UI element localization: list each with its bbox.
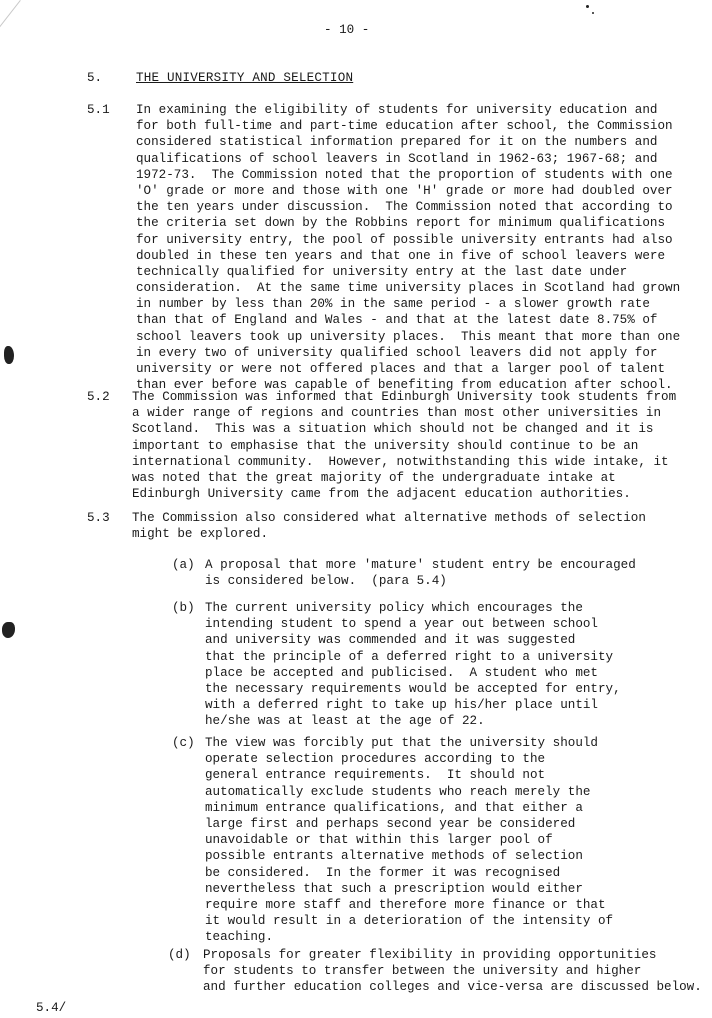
text-line: In examining the eligibility of students for university education and xyxy=(136,103,658,117)
text-line: The current university policy which encourages the xyxy=(205,601,583,615)
text-line: technically qualified for university entry at the last date under xyxy=(136,264,628,279)
paragraph-5-2 xyxy=(132,389,676,502)
text-line: place be accepted and publicised. A student who met xyxy=(205,665,598,680)
text-line: automatically exclude students who reach merely the xyxy=(205,784,591,799)
text-line: minimum entrance qualifications, and that either a xyxy=(205,800,583,815)
continuation-reference: 5.4/ xyxy=(36,1001,67,1015)
paragraph-5-3 xyxy=(132,510,646,542)
text-line: The view was forcibly put that the university should xyxy=(205,736,598,750)
text-line: doubled in these ten years and that one in five of school leavers were xyxy=(136,248,666,263)
text-line: the necessary requirements would be accepted for entry, xyxy=(205,681,621,696)
text-line: it would result in a deterioration of the intensity of xyxy=(205,914,614,929)
text-line: Scotland. This was a situation which should not be changed and it is xyxy=(132,422,654,437)
text-line: qualifications of school leavers in Scotland in 1962-63; 1967-68; and xyxy=(136,151,658,166)
text-line: the ten years under discussion. The Commission noted that according to xyxy=(136,200,673,215)
text-line: in number by less than 20% in the same period - a slower growth rate xyxy=(136,297,650,312)
text-line: large first and perhaps second year be considered xyxy=(205,816,576,831)
scan-speck xyxy=(4,346,14,364)
text-line: with a deferred right to take up his/her place until xyxy=(205,698,598,713)
list-item-c xyxy=(205,735,613,945)
page-number: - 10 - xyxy=(324,23,370,37)
text-line: consideration. At the same time university places in Scotland had grown xyxy=(136,281,681,296)
text-line: in every two of university qualified school leavers did not apply for xyxy=(136,345,658,360)
text-line: than ever before was capable of benefiting from education after school. xyxy=(136,378,673,393)
text-line: Proposals for greater flexibility in providing opportunities xyxy=(203,948,657,962)
text-line: is considered below. (para 5.4) xyxy=(205,574,447,589)
text-line: university or were not offered places and that a larger pool of talent xyxy=(136,362,666,376)
scan-speck xyxy=(592,12,594,14)
paragraph-5-1 xyxy=(136,102,680,393)
text-line: for both full-time and part-time education after school, the Commission xyxy=(136,119,673,134)
text-line: intending student to spend a year out between school xyxy=(205,617,598,632)
scan-artifact-line xyxy=(0,0,21,48)
text-line: teaching. xyxy=(205,930,274,945)
text-line: than that of England and Wales - and that at the latest date 8.75% of xyxy=(136,313,658,328)
list-item-label: (b) xyxy=(172,601,195,615)
text-line: international community. However, notwithstanding this wide intake, it xyxy=(132,454,669,469)
text-line: and university was commended and it was suggested xyxy=(205,633,576,648)
text-line: possible entrants alternative methods of selection xyxy=(205,849,583,864)
list-item-a xyxy=(205,557,636,589)
paragraph-number: 5.3 xyxy=(87,511,110,525)
text-line: for students to transfer between the university and higher xyxy=(203,964,642,979)
text-line: nevertheless that such a prescription would either xyxy=(205,881,583,896)
list-item-label: (a) xyxy=(172,558,195,572)
text-line: and further education colleges and vice-versa are discussed below. xyxy=(203,980,702,995)
paragraph-number: 5.1 xyxy=(87,103,110,117)
text-line: 'O' grade or more and those with one 'H' grade or more had doubled over xyxy=(136,183,673,198)
text-line: important to emphasise that the university should continue to be an xyxy=(132,438,639,453)
text-line: that the principle of a deferred right to a university xyxy=(205,649,614,664)
text-line: The Commission also considered what alternative methods of selection xyxy=(132,511,646,525)
text-line: considered statistical information prepared for it on the numbers and xyxy=(136,135,658,150)
scan-speck xyxy=(2,622,15,638)
section-number: 5. xyxy=(87,71,103,85)
list-item-d xyxy=(203,947,702,996)
section-title: THE UNIVERSITY AND SELECTION xyxy=(136,71,354,85)
text-line: was noted that the great majority of the undergraduate intake at xyxy=(132,470,616,485)
list-item-label: (d) xyxy=(168,948,191,962)
text-line: 1972-73. The Commission noted that the proportion of students with one xyxy=(136,167,673,182)
text-line: the criteria set down by the Robbins report for minimum qualifications xyxy=(136,216,666,231)
text-line: require more staff and therefore more finance or that xyxy=(205,897,606,912)
scan-speck xyxy=(586,5,589,8)
text-line: might be explored. xyxy=(132,527,269,542)
text-line: for university entry, the pool of possible university entrants had also xyxy=(136,232,673,247)
text-line: school leavers took up university places. This meant that more than one xyxy=(136,329,681,344)
text-line: a wider range of regions and countries than most other universities in xyxy=(132,406,662,421)
paragraph-number: 5.2 xyxy=(87,390,110,404)
list-item-b xyxy=(205,600,621,730)
text-line: A proposal that more 'mature' student entry be encouraged xyxy=(205,558,636,572)
list-item-label: (c) xyxy=(172,736,195,750)
text-line: he/she was at least at the age of 22. xyxy=(205,714,485,729)
text-line: unavoidable or that within this larger pool of xyxy=(205,833,553,848)
text-line: be considered. In the former it was recognised xyxy=(205,865,561,880)
text-line: general entrance requirements. It should not xyxy=(205,768,546,783)
text-line: operate selection procedures according to the xyxy=(205,752,546,767)
text-line: Edinburgh University came from the adjacent education authorities. xyxy=(132,487,631,502)
text-line: The Commission was informed that Edinburgh University took students from xyxy=(132,390,677,404)
